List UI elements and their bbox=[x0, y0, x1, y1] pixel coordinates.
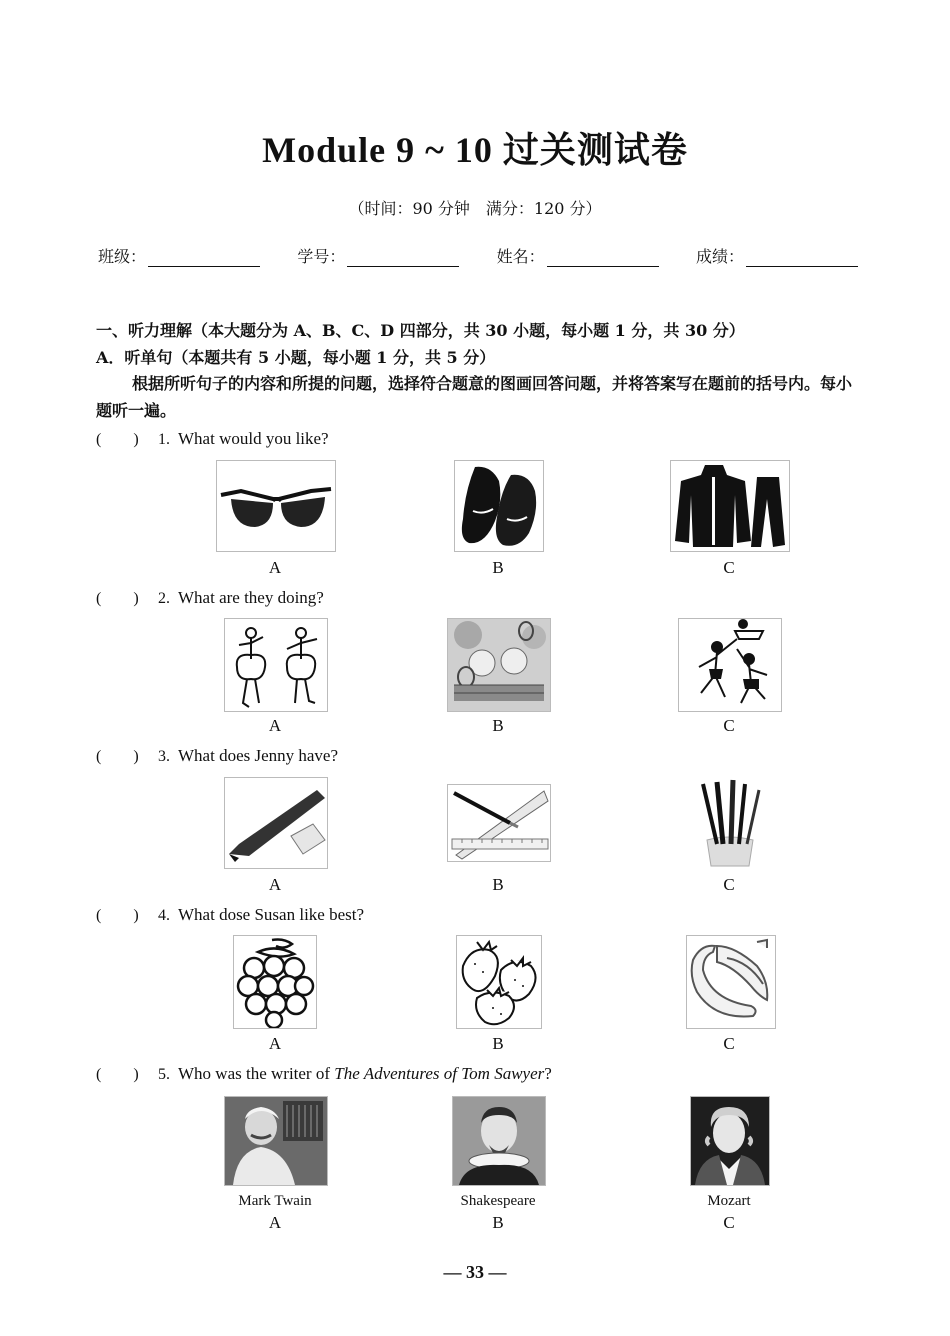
q3-option-a[interactable]: A bbox=[268, 875, 282, 894]
question-text: What would you like? bbox=[178, 429, 329, 448]
sunglasses-icon bbox=[216, 460, 336, 552]
question-text: What are they doing? bbox=[178, 588, 324, 607]
answer-bracket[interactable]: ( ) bbox=[96, 590, 139, 607]
question-4 bbox=[96, 902, 364, 925]
question-text-suffix: ? bbox=[544, 1064, 552, 1083]
q2-option-c[interactable]: C bbox=[723, 716, 735, 735]
tracksuit-icon bbox=[670, 460, 790, 552]
question-5 bbox=[96, 1061, 552, 1084]
name-blank[interactable] bbox=[547, 248, 659, 267]
q4-option-a[interactable]: A bbox=[268, 1034, 282, 1053]
q2-option-b[interactable]: B bbox=[492, 716, 504, 735]
answer-bracket[interactable]: ( ) bbox=[96, 1066, 139, 1083]
question-2 bbox=[96, 585, 324, 608]
strawberries-icon bbox=[456, 935, 542, 1029]
q5-option-b[interactable]: B bbox=[492, 1213, 504, 1232]
q5-option-c[interactable]: C bbox=[723, 1213, 735, 1232]
page-number: — 33 — bbox=[443, 1262, 507, 1282]
section-heading: 一、听力理解（本大题分为 A、B、C、D 四部分，共 30 小题，每小题 1 分，共 30 分） bbox=[96, 321, 745, 340]
score-label: 成绩： bbox=[695, 247, 744, 266]
q3-option-b[interactable]: B bbox=[492, 875, 504, 894]
question-text: What does Jenny have? bbox=[178, 746, 339, 765]
caption-mozart: Mozart bbox=[707, 1193, 751, 1209]
ballet-dancers-icon bbox=[224, 618, 328, 712]
shakespeare-portrait bbox=[452, 1096, 546, 1186]
caption-shakespeare: Shakespeare bbox=[460, 1193, 536, 1209]
mark-twain-portrait bbox=[224, 1096, 328, 1186]
name-label: 姓名： bbox=[496, 247, 545, 266]
name-field bbox=[497, 244, 659, 267]
bananas-icon bbox=[686, 935, 776, 1029]
class-label: 班级： bbox=[98, 247, 147, 266]
answer-bracket[interactable]: ( ) bbox=[96, 748, 139, 765]
sneakers-icon bbox=[454, 460, 544, 552]
answer-bracket[interactable]: ( ) bbox=[96, 907, 139, 924]
part-a-heading: A．听单句（本题共有 5 小题，每小题 1 分，共 5 分） bbox=[96, 348, 496, 367]
question-1 bbox=[96, 426, 329, 449]
question-number: 3. bbox=[158, 748, 170, 765]
page-title: Module 9 ~ 10 过关测试卷 bbox=[262, 130, 688, 170]
pencil-eraser-icon bbox=[224, 777, 328, 869]
class-blank[interactable] bbox=[148, 248, 260, 267]
q4-option-c[interactable]: C bbox=[723, 1034, 735, 1053]
student-number-blank[interactable] bbox=[347, 248, 459, 267]
question-number: 2. bbox=[158, 590, 170, 607]
exam-time-score: （时间：90 分钟 满分：120 分） bbox=[348, 199, 602, 218]
student-number-label: 学号： bbox=[297, 247, 346, 266]
question-number: 1. bbox=[158, 431, 170, 448]
score-blank[interactable] bbox=[746, 248, 858, 267]
question-number: 5. bbox=[158, 1066, 170, 1083]
student-info-row bbox=[98, 244, 858, 267]
grapes-icon bbox=[233, 935, 317, 1029]
basketball-players-icon bbox=[678, 618, 782, 712]
brushes-icon bbox=[692, 777, 768, 869]
q1-option-c[interactable]: C bbox=[723, 558, 735, 577]
question-text-prefix: Who was the writer of bbox=[178, 1064, 335, 1083]
question-text: What dose Susan like best? bbox=[178, 905, 365, 924]
question-3 bbox=[96, 743, 338, 766]
student-number-field bbox=[297, 244, 459, 267]
q5-option-a[interactable]: A bbox=[268, 1213, 282, 1232]
class-field bbox=[98, 244, 260, 267]
q3-option-c[interactable]: C bbox=[723, 875, 735, 894]
q1-option-b[interactable]: B bbox=[492, 558, 504, 577]
score-field bbox=[696, 244, 858, 267]
q4-option-b[interactable]: B bbox=[492, 1034, 504, 1053]
caption-mark-twain: Mark Twain bbox=[238, 1193, 312, 1209]
q1-option-a[interactable]: A bbox=[268, 558, 282, 577]
question-number: 4. bbox=[158, 907, 170, 924]
book-title: The Adventures of Tom Sawyer bbox=[334, 1064, 545, 1083]
mozart-portrait bbox=[690, 1096, 770, 1186]
tennis-players-icon bbox=[447, 618, 551, 712]
ruler-set-icon bbox=[447, 784, 551, 862]
answer-bracket[interactable]: ( ) bbox=[96, 431, 139, 448]
part-a-instruction: 根据所听句子的内容和所提的问题，选择符合题意的图画回答问题，并将答案写在题前的括号内。每小题听一遍。 bbox=[96, 374, 853, 420]
q2-option-a[interactable]: A bbox=[268, 716, 282, 735]
